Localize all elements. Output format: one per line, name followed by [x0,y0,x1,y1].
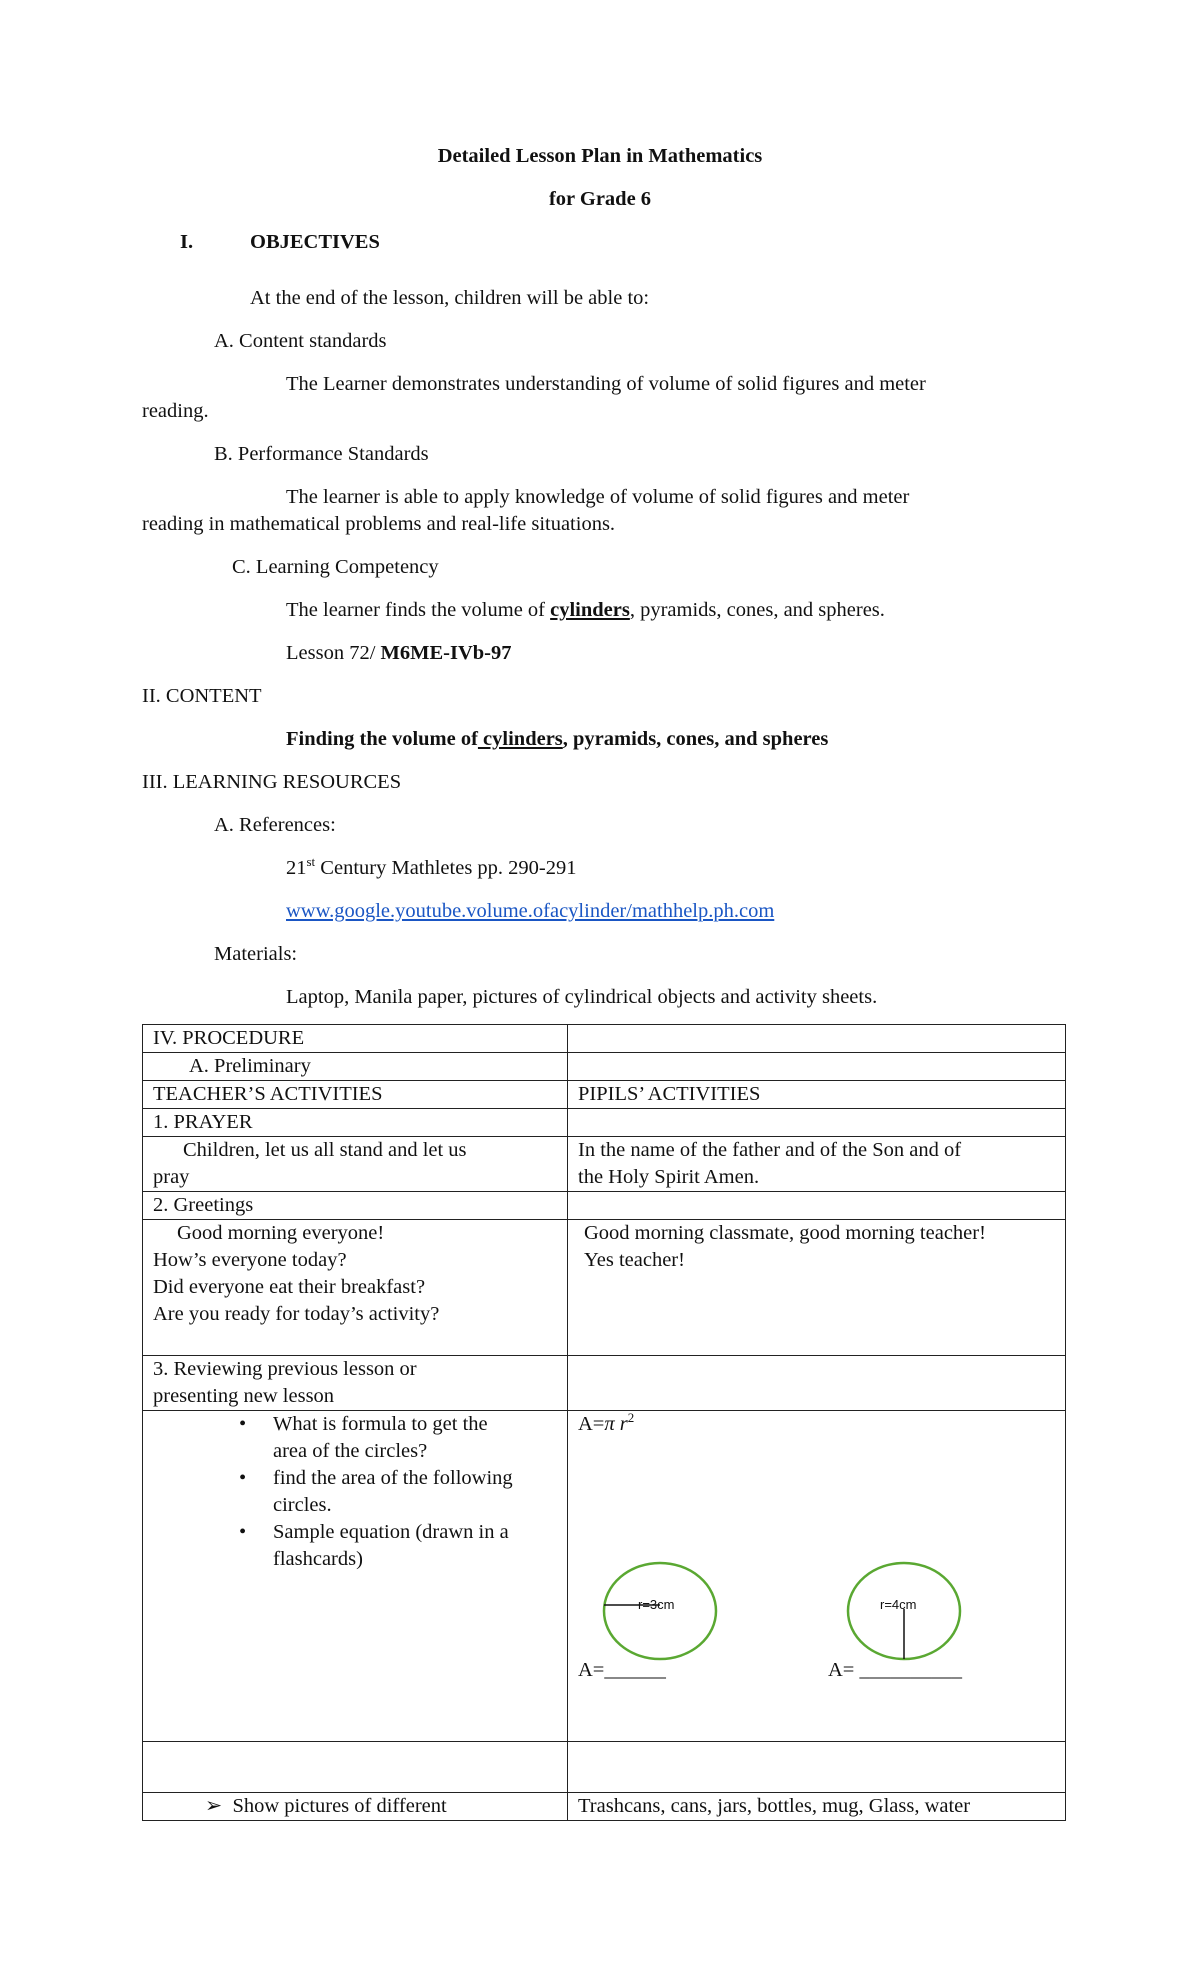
list-item: • find the area of the following circles. [239,1467,513,1516]
lesson-code: M6ME-IVb-97 [380,642,512,664]
reference-link[interactable]: www.google.youtube.volume.ofacylinder/mathhelp.ph.com [286,900,775,922]
table-row [143,1356,1066,1411]
procedure-table [142,1024,1066,1821]
document-subtitle: for Grade 6 [548,188,652,210]
preliminary-label: A. Preliminary [143,1053,568,1081]
arrow-bullet-icon: ➢ [205,1795,223,1817]
table-row [143,1220,1066,1356]
greet-pupil: Good morning classmate, good morning teacher! Yes teacher! [568,1220,1066,1356]
materials-text: Laptop, Manila paper, pictures of cylindrical objects and activity sheets. [286,986,878,1008]
content-standards-text-cont: reading. [142,400,209,422]
table-row [143,1411,1066,1742]
show-pictures: ➢ Show pictures of different [143,1793,568,1821]
circle-r3-label: r=3cm [638,1597,675,1612]
circle-r3-figure [600,1559,726,1663]
table-row [143,1192,1066,1220]
materials-label: Materials: [214,943,298,965]
list-item: • What is formula to get the area of the circles? [239,1413,488,1462]
show-pictures-answer: Trashcans, cans, jars, bottles, mug, Glass, water [568,1793,1066,1821]
lesson-code-line: Lesson 72/ M6ME-IVb-97 [286,642,512,664]
list-item: • Sample equation (drawn in a flashcards) [239,1521,509,1570]
reference-book: 21st Century Mathletes pp. 290-291 [286,854,577,879]
performance-standards-label: B. Performance Standards [214,443,429,465]
learning-competency-text: The learner finds the volume of cylinders, pyramids, cones, and spheres. [286,599,885,621]
review-label: 3. Reviewing previous lesson or presenting new lesson [143,1356,568,1411]
circle-r4-figure [844,1559,970,1663]
teacher-activities-header: TEACHER’S ACTIVITIES [143,1081,568,1109]
greetings-label: 2. Greetings [143,1192,568,1220]
procedure-heading: IV. PROCEDURE [143,1025,568,1053]
performance-standards-text: The learner is able to apply knowledge of volume of solid figures and meter [286,486,910,508]
references-label: A. References: [214,814,336,836]
content-standards-text: The Learner demonstrates understanding of volume of solid figures and meter [286,373,926,395]
prayer-teacher: Children, let us all stand and let us pray [143,1137,568,1192]
table-row [143,1793,1066,1821]
content-standards-label: A. Content standards [214,330,387,352]
table-row [143,1053,1066,1081]
table-row [143,1137,1066,1192]
content-heading: II. CONTENT [142,685,262,707]
answer-blank-1: A=______ [578,1659,666,1681]
circle-r4-label: r=4cm [880,1597,917,1612]
prayer-pupil: In the name of the father and of the Son and of the Holy Spirit Amen. [568,1137,1066,1192]
table-row [143,1081,1066,1109]
prayer-label: 1. PRAYER [143,1109,568,1137]
area-formula: A=π $r^2$ [578,1410,635,1435]
pupil-activities-header: PIPILS’ ACTIVITIES [568,1081,1066,1109]
objectives-heading: OBJECTIVES [250,231,380,253]
objectives-numeral: I. [180,231,194,253]
table-row [143,1109,1066,1137]
review-answers [568,1411,1066,1742]
objectives-intro: At the end of the lesson, children will be able to: [250,287,650,309]
review-bullets [143,1411,568,1742]
competency-keyword: cylinders [550,599,630,621]
answer-blank-2: A= __________ [828,1659,962,1681]
performance-standards-text-cont: reading in mathematical problems and real-life situations. [142,513,616,535]
document-title: Detailed Lesson Plan in Mathematics [437,145,763,167]
greet-teacher: Good morning everyone! How’s everyone today? Did everyone eat their breakfast? Are you ready for today’s activity? [143,1220,568,1356]
table-row [143,1025,1066,1053]
content-topic: Finding the volume of cylinders, pyramids, cones, and spheres [286,728,829,750]
resources-heading: III. LEARNING RESOURCES [142,771,402,793]
learning-competency-label: C. Learning Competency [232,556,439,578]
table-row [143,1742,1066,1793]
